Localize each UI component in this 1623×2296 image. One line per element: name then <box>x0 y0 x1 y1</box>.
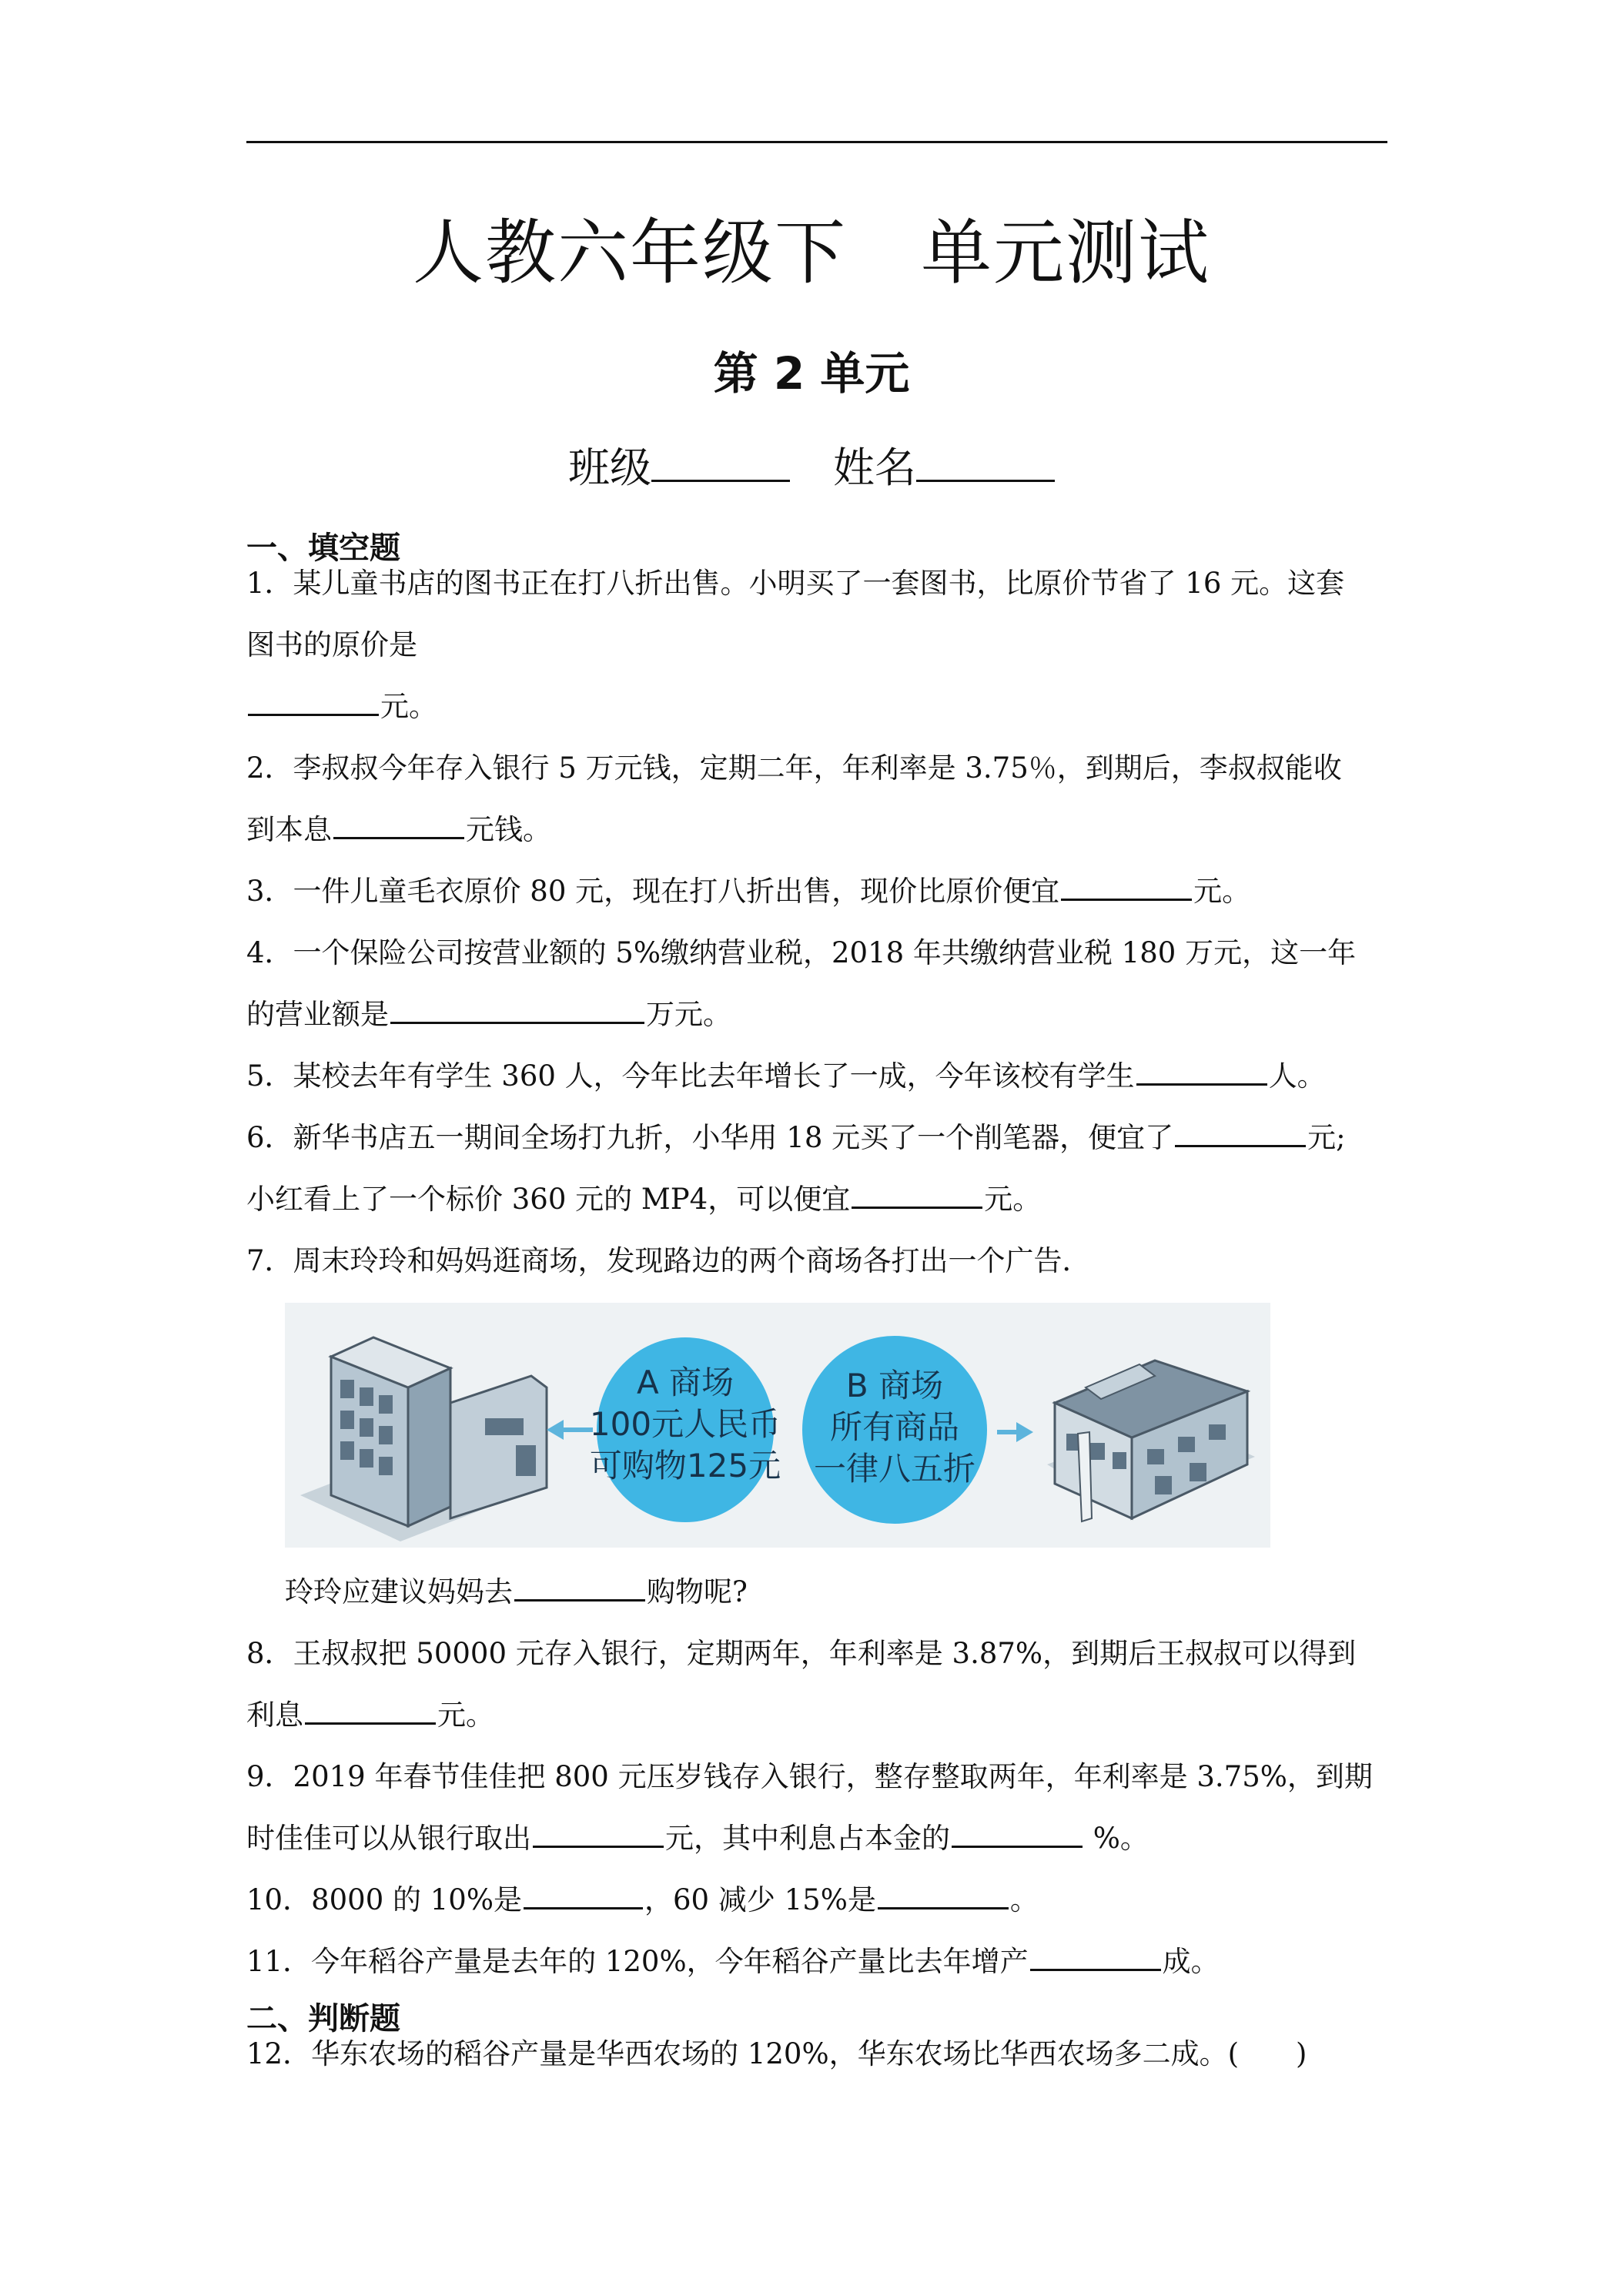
question-7-line-2: 玲玲应建议妈妈去 购物呢? <box>285 1561 1440 1623</box>
arrow-right-icon <box>997 1422 1033 1442</box>
question-4-line-2: 的营业额是 万元。 <box>246 984 1401 1046</box>
ad-circle-b <box>802 1336 987 1524</box>
q11-answer-blank[interactable] <box>1030 1941 1161 1971</box>
question-4-line-1: 4．一个保险公司按营业额的 5%缴纳营业税，2018 年共缴纳营业税 180 万元，这一年 <box>246 936 1357 969</box>
class-blank[interactable] <box>651 441 790 482</box>
q10-answer-blank-1[interactable] <box>524 1879 643 1909</box>
header-rule <box>246 141 1387 143</box>
q9-answer-blank-2[interactable] <box>952 1818 1083 1848</box>
question-9-line-1: 9．2019 年春节佳佳把 800 元压岁钱存入银行，整存整取两年，年利率是 3.75%，到期 <box>246 1760 1373 1793</box>
ad-a-line-3: 可购物125元 <box>589 1447 781 1484</box>
name-label: 姓名 <box>833 443 916 492</box>
name-blank[interactable] <box>916 441 1055 482</box>
question-12: 12．华东农场的稻谷产量是华西农场的 120%，华东农场比华西农场多二成。( ) <box>246 2037 1307 2070</box>
question-1-line-3: 元。 <box>246 676 1401 738</box>
q10-answer-blank-2[interactable] <box>878 1879 1009 1909</box>
question-8-line-1: 8．王叔叔把 50000 元存入银行，定期两年，年利率是 3.87%，到期后王叔叔可以得到 <box>246 1637 1357 1670</box>
question-1-line-2: 图书的原价是 <box>246 628 417 661</box>
question-1-line-1: 1．某儿童书店的图书正在打八折出售。小明买了一套图书，比原价节省了 16 元。这套 <box>246 567 1345 600</box>
ad-a-line-2: 100元人民币 <box>589 1405 781 1443</box>
q8-answer-blank[interactable] <box>305 1695 436 1725</box>
question-11: 11．今年稻谷产量是去年的 120%，今年稻谷产量比去年增产 成。 <box>246 1931 1401 1993</box>
store-ads-svg <box>285 1303 1270 1548</box>
question-10: 10．8000 的 10%是 ，60 减少 15%是 。 <box>246 1869 1401 1931</box>
q5-answer-blank[interactable] <box>1136 1056 1267 1086</box>
question-6-line-1: 6．新华书店五一期间全场打九折，小华用 18 元买了一个削笔器，便宜了 元; <box>246 1107 1401 1169</box>
ad-b-line-3: 一律八五折 <box>813 1450 976 1488</box>
building-b-icon <box>1047 1361 1255 1521</box>
q6-answer-blank-1[interactable] <box>1175 1117 1306 1147</box>
question-7-line-1: 7．周末玲玲和妈妈逛商场，发现路边的两个商场各打出一个广告． <box>246 1244 1091 1277</box>
section-judge-title: 二、判断题 <box>246 2001 400 2037</box>
q3-answer-blank[interactable] <box>1061 871 1192 901</box>
ad-circle-a <box>590 1337 781 1522</box>
page-title <box>0 196 1623 298</box>
ad-b-line-1: B 商场 <box>845 1367 944 1404</box>
ad-b-line-2: 所有商品 <box>829 1408 960 1446</box>
arrow-left-icon <box>547 1420 593 1440</box>
question-5: 5．某校去年有学生 360 人，今年比去年增长了一成，今年该校有学生 人。 <box>246 1046 1401 1107</box>
title-left: 人教六年级下 <box>412 212 847 294</box>
question-2-line-2: 到本息 元钱。 <box>246 799 1401 861</box>
question-2-line-1: 2．李叔叔今年存入银行 5 万元钱，定期二年，年利率是 3.75％，到期后，李叔叔能收 <box>246 751 1342 785</box>
q9-answer-blank-1[interactable] <box>533 1818 664 1848</box>
question-8-line-2: 利息 元。 <box>246 1685 1401 1746</box>
unit-title: 第 2 单元 <box>713 347 910 400</box>
class-label: 班级 <box>568 443 651 492</box>
store-ads-illustration <box>285 1303 1270 1548</box>
q4-answer-blank[interactable] <box>390 994 644 1024</box>
question-3: 3．一件儿童毛衣原价 80 元，现在打八折出售，现价比原价便宜 元。 <box>246 861 1401 922</box>
q1-answer-blank[interactable] <box>248 686 379 716</box>
q6-answer-blank-2[interactable] <box>852 1179 982 1209</box>
q7-answer-blank[interactable] <box>514 1571 645 1602</box>
building-a-icon <box>300 1337 547 1541</box>
question-6-line-2: 小红看上了一个标价 360 元的 MP4，可以便宜 元。 <box>246 1169 1401 1230</box>
ad-a-line-1: A 商场 <box>636 1364 735 1401</box>
section-fill-title: 一、填空题 <box>246 530 400 566</box>
class-name-line <box>0 435 1623 494</box>
q2-answer-blank[interactable] <box>333 809 464 839</box>
question-9-line-2: 时佳佳可以从银行取出 元，其中利息占本金的 %。 <box>246 1808 1401 1869</box>
title-right: 单元测试 <box>921 212 1211 294</box>
